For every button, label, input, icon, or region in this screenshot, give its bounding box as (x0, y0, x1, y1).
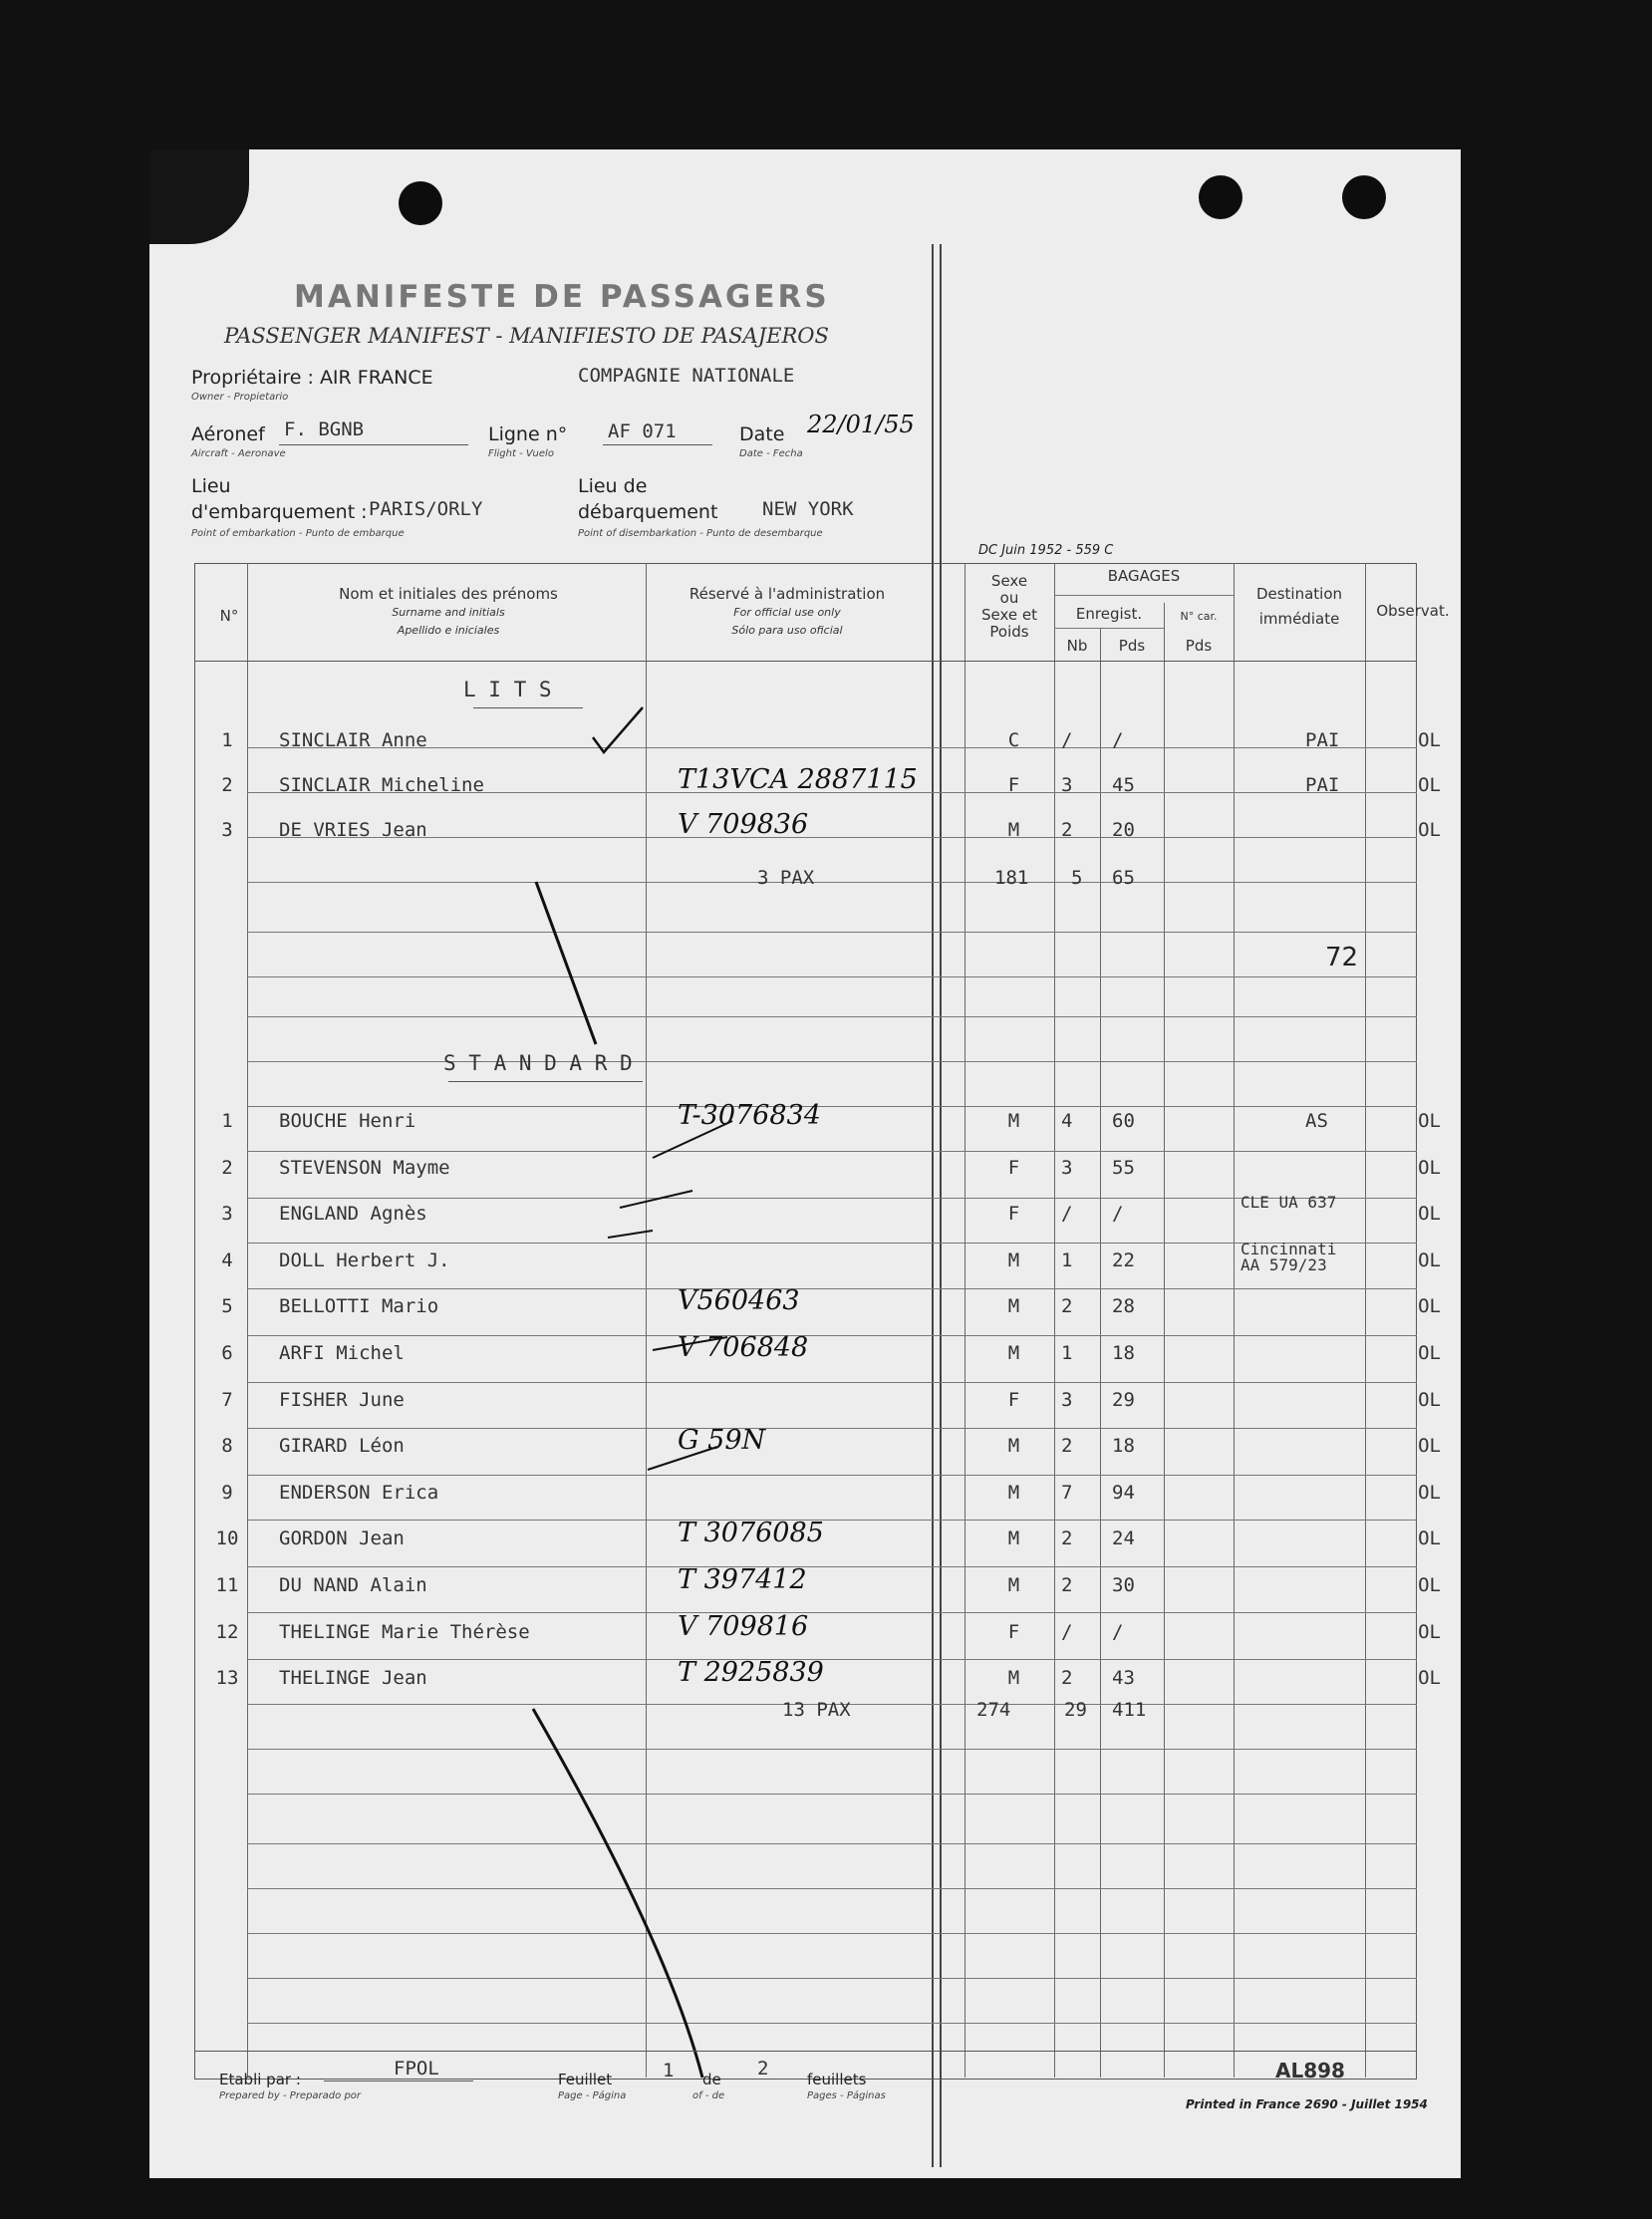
standard-nb: 3 (1061, 1156, 1073, 1179)
tick-mark (593, 707, 643, 752)
form-subtitle: PASSENGER MANIFEST - MANIFIESTO DE PASAJEROS (224, 324, 829, 348)
standard-name: BOUCHE Henri (279, 1110, 416, 1132)
lits-name: SINCLAIR Micheline (279, 774, 484, 796)
cross-out-stroke (533, 1709, 702, 2078)
footer-code: AL898 (1275, 2059, 1345, 2082)
standard-obs: OL (1418, 1435, 1441, 1458)
standard-pds: 60 (1112, 1110, 1135, 1132)
standard-pds: 28 (1112, 1295, 1135, 1318)
standard-no: 1 (221, 1110, 233, 1132)
aircraft-value: F. BGNB (284, 418, 365, 440)
standard-name: GORDON Jean (279, 1527, 405, 1550)
standard-pds: 22 (1112, 1248, 1135, 1271)
lits-no: 3 (221, 819, 233, 841)
standard-sex: M (1007, 1295, 1020, 1318)
section-standard: S T A N D A R D (443, 1051, 633, 1075)
header-enreg: Enregist. (1075, 605, 1143, 623)
owner-typed: COMPAGNIE NATIONALE (578, 365, 795, 387)
standard-sex: M (1007, 1527, 1020, 1550)
standard-admin: V 709816 (678, 1610, 809, 1642)
lits-total-pds: 65 (1112, 867, 1135, 889)
footer-sheets-sub: Pages - Páginas (807, 2090, 886, 2101)
footer-sheet-value: 1 (663, 2060, 675, 2081)
standard-obs: OL (1418, 1481, 1441, 1504)
standard-no: 11 (215, 1574, 239, 1596)
date-label: Date (739, 423, 785, 445)
standard-no: 7 (221, 1388, 233, 1411)
standard-no: 9 (221, 1481, 233, 1504)
header-observ: Observat. (1376, 602, 1450, 620)
lits-total-pax: 3 PAX (757, 867, 815, 889)
date-sub: Date - Fecha (739, 448, 803, 459)
flight-value: AF 071 (608, 420, 677, 442)
standard-nb: 2 (1061, 1574, 1073, 1596)
standard-nb: 2 (1061, 1527, 1073, 1550)
standard-sex: M (1007, 1667, 1020, 1690)
standard-name: THELINGE Jean (279, 1667, 427, 1690)
footer-sheets-label: feuillets (807, 2071, 867, 2088)
footer-prepared-sub: Prepared by - Preparado por (219, 2090, 362, 2101)
standard-obs: OL (1418, 1388, 1441, 1411)
flight-label: Ligne n° (488, 423, 568, 445)
standard-obs: OL (1418, 1203, 1441, 1226)
lits-obs: OL (1418, 819, 1441, 841)
standard-sex: M (1007, 1110, 1020, 1132)
standard-sex: M (1007, 1248, 1020, 1271)
standard-no: 2 (221, 1156, 233, 1179)
footer-of-sub: of - de (692, 2090, 725, 2101)
standard-name: DOLL Herbert J. (279, 1248, 450, 1271)
tick-mark (620, 1191, 692, 1208)
standard-admin: T-3076834 (678, 1100, 821, 1131)
standard-admin: T 3076085 (678, 1518, 824, 1549)
standard-name: BELLOTTI Mario (279, 1295, 439, 1318)
owner-value: AIR FRANCE (319, 367, 433, 389)
flight-sub: Flight - Vuelo (488, 448, 554, 459)
standard-admin: G 59N (678, 1425, 766, 1457)
footer-printed: Printed in France 2690 - Juillet 1954 (1186, 2097, 1428, 2111)
lits-no: 1 (221, 729, 233, 751)
footer-of-label: de (702, 2071, 721, 2088)
standard-sex: F (1007, 1203, 1020, 1226)
lits-pds: / (1112, 729, 1124, 751)
standard-obs: OL (1418, 1527, 1441, 1550)
standard-sex: M (1007, 1342, 1020, 1364)
dis-sub: Point of disembarkation - Punto de desembarque (578, 528, 823, 539)
standard-name: FISHER June (279, 1388, 405, 1411)
standard-total-pds: 411 (1112, 1699, 1147, 1721)
standard-name: ENGLAND Agnès (279, 1203, 427, 1226)
form-code: DC Juin 1952 - 559 C (978, 543, 1114, 558)
standard-admin: T 2925839 (678, 1657, 824, 1689)
cross-out-stroke (536, 882, 596, 1044)
lits-total-nb: 5 (1071, 867, 1083, 889)
standard-name: ENDERSON Erica (279, 1481, 439, 1504)
standard-no: 12 (215, 1620, 239, 1643)
standard-name: DU NAND Alain (279, 1574, 427, 1596)
footer-sheet-sub: Page - Página (558, 2090, 627, 2101)
standard-sex: M (1007, 1435, 1020, 1458)
standard-nb: 1 (1061, 1248, 1073, 1271)
emb-sub: Point of embarkation - Punto de embarque (191, 528, 405, 539)
footer-of-value: 2 (757, 2058, 769, 2080)
emb-value: PARIS/ORLY (369, 498, 483, 520)
lits-admin: V 709836 (678, 809, 809, 840)
standard-admin: V560463 (678, 1285, 800, 1317)
footer-sheet-label: Feuillet (558, 2071, 613, 2088)
dis-value: NEW YORK (762, 498, 854, 520)
lits-nb: 3 (1061, 774, 1073, 796)
standard-name: STEVENSON Mayme (279, 1156, 450, 1179)
standard-nb: 2 (1061, 1667, 1073, 1690)
standard-dest: CLE UA 637 (1240, 1193, 1337, 1213)
standard-obs: OL (1418, 1248, 1441, 1271)
aircraft-label: Aéronef (191, 423, 265, 445)
owner-label: Propriétaire : AIR FRANCE (191, 367, 433, 389)
standard-sex: F (1007, 1388, 1020, 1411)
handwritten-strokes (149, 149, 1461, 2178)
tick-mark (648, 1447, 717, 1470)
standard-no: 3 (221, 1203, 233, 1226)
header-bagages: BAGAGES (1107, 567, 1181, 585)
aircraft-sub: Aircraft - Aeronave (191, 448, 286, 459)
standard-obs: OL (1418, 1574, 1441, 1596)
standard-nb: / (1061, 1620, 1073, 1643)
standard-obs: OL (1418, 1667, 1441, 1690)
standard-nb: 2 (1061, 1435, 1073, 1458)
lits-name: DE VRIES Jean (279, 819, 427, 841)
manifest-sheet (149, 149, 1461, 2178)
standard-no: 10 (215, 1527, 239, 1550)
standard-pds: / (1112, 1620, 1124, 1643)
standard-total-pax: 13 PAX (782, 1699, 851, 1721)
standard-no: 6 (221, 1342, 233, 1364)
section-lits: L I T S (463, 678, 552, 701)
dis-label: Lieu de débarquement (578, 475, 718, 523)
standard-obs: OL (1418, 1110, 1441, 1132)
standard-dest: Cincinnati AA 579/23 (1240, 1239, 1337, 1274)
lits-pai: PAI (1305, 774, 1340, 796)
standard-no: 13 (215, 1667, 239, 1690)
form-title: MANIFESTE DE PASSAGERS (294, 279, 830, 315)
lits-sex: M (1007, 819, 1020, 841)
standard-pai: AS (1305, 1110, 1328, 1132)
lits-obs: OL (1418, 774, 1441, 796)
standard-pds: 43 (1112, 1667, 1135, 1690)
standard-no: 4 (221, 1248, 233, 1271)
standard-admin: V 706848 (678, 1332, 809, 1363)
margin-note: 72 (1325, 943, 1359, 972)
header-pds2: Pds (1185, 637, 1213, 655)
standard-admin: T 397412 (678, 1564, 807, 1595)
lits-nb: / (1061, 729, 1073, 751)
header-ncar: N° car. (1180, 610, 1218, 623)
standard-nb: 2 (1061, 1295, 1073, 1318)
standard-pds: 55 (1112, 1156, 1135, 1179)
header-admin: Réservé à l'administration For official use only Sólo para uso oficial (688, 585, 886, 637)
emb-label: Lieu d'embarquement : (191, 475, 368, 523)
tick-mark (653, 1121, 732, 1158)
lits-pai: PAI (1305, 729, 1340, 751)
tick-mark (608, 1231, 653, 1238)
footer-line (194, 2051, 1417, 2052)
standard-nb: 3 (1061, 1388, 1073, 1411)
standard-sex: M (1007, 1574, 1020, 1596)
lits-no: 2 (221, 774, 233, 796)
lits-sex: C (1007, 729, 1020, 751)
tick-mark (653, 1337, 727, 1350)
standard-pds: 94 (1112, 1481, 1135, 1504)
standard-no: 8 (221, 1435, 233, 1458)
lits-obs: OL (1418, 729, 1441, 751)
lits-pds: 20 (1112, 819, 1135, 841)
footer-underline (324, 2080, 473, 2081)
header-pds: Pds (1118, 637, 1146, 655)
standard-sex: F (1007, 1156, 1020, 1179)
footer-prepared-label: Etabli par : (219, 2071, 301, 2088)
standard-sex: F (1007, 1620, 1020, 1643)
standard-total-weight: 274 (976, 1699, 1011, 1721)
header-sex: Sexe ou Sexe et Poids (980, 572, 1037, 641)
lits-nb: 2 (1061, 819, 1073, 841)
header-nb: Nb (1066, 637, 1088, 655)
standard-pds: 30 (1112, 1574, 1135, 1596)
standard-nb: / (1061, 1203, 1073, 1226)
standard-pds: 29 (1112, 1388, 1135, 1411)
standard-nb: 4 (1061, 1110, 1073, 1132)
standard-name: THELINGE Marie Thérèse (279, 1620, 530, 1643)
owner-sub: Owner - Propietario (191, 392, 289, 403)
standard-name: GIRARD Léon (279, 1435, 405, 1458)
standard-total-nb: 29 (1064, 1699, 1087, 1721)
lits-pds: 45 (1112, 774, 1135, 796)
standard-obs: OL (1418, 1620, 1441, 1643)
header-name: Nom et initiales des prénoms Surname and initials Apellido e iniciales (339, 585, 558, 637)
standard-no: 5 (221, 1295, 233, 1318)
standard-nb: 1 (1061, 1342, 1073, 1364)
standard-pds: 24 (1112, 1527, 1135, 1550)
standard-nb: 7 (1061, 1481, 1073, 1504)
header-destination: Destination immédiate (1255, 585, 1343, 628)
lits-sex: F (1007, 774, 1020, 796)
standard-pds: / (1112, 1203, 1124, 1226)
lits-total-weight: 181 (994, 867, 1029, 889)
standard-sex: M (1007, 1481, 1020, 1504)
date-value: 22/01/55 (807, 411, 915, 438)
standard-obs: OL (1418, 1295, 1441, 1318)
standard-pds: 18 (1112, 1342, 1135, 1364)
standard-pds: 18 (1112, 1435, 1135, 1458)
lits-name: SINCLAIR Anne (279, 729, 427, 751)
header-no: N° (219, 607, 239, 625)
standard-obs: OL (1418, 1156, 1441, 1179)
lits-admin: T13VCA 2887115 (678, 764, 918, 795)
footer-prepared-value: FPOL (394, 2058, 439, 2080)
standard-name: ARFI Michel (279, 1342, 405, 1364)
standard-obs: OL (1418, 1342, 1441, 1364)
